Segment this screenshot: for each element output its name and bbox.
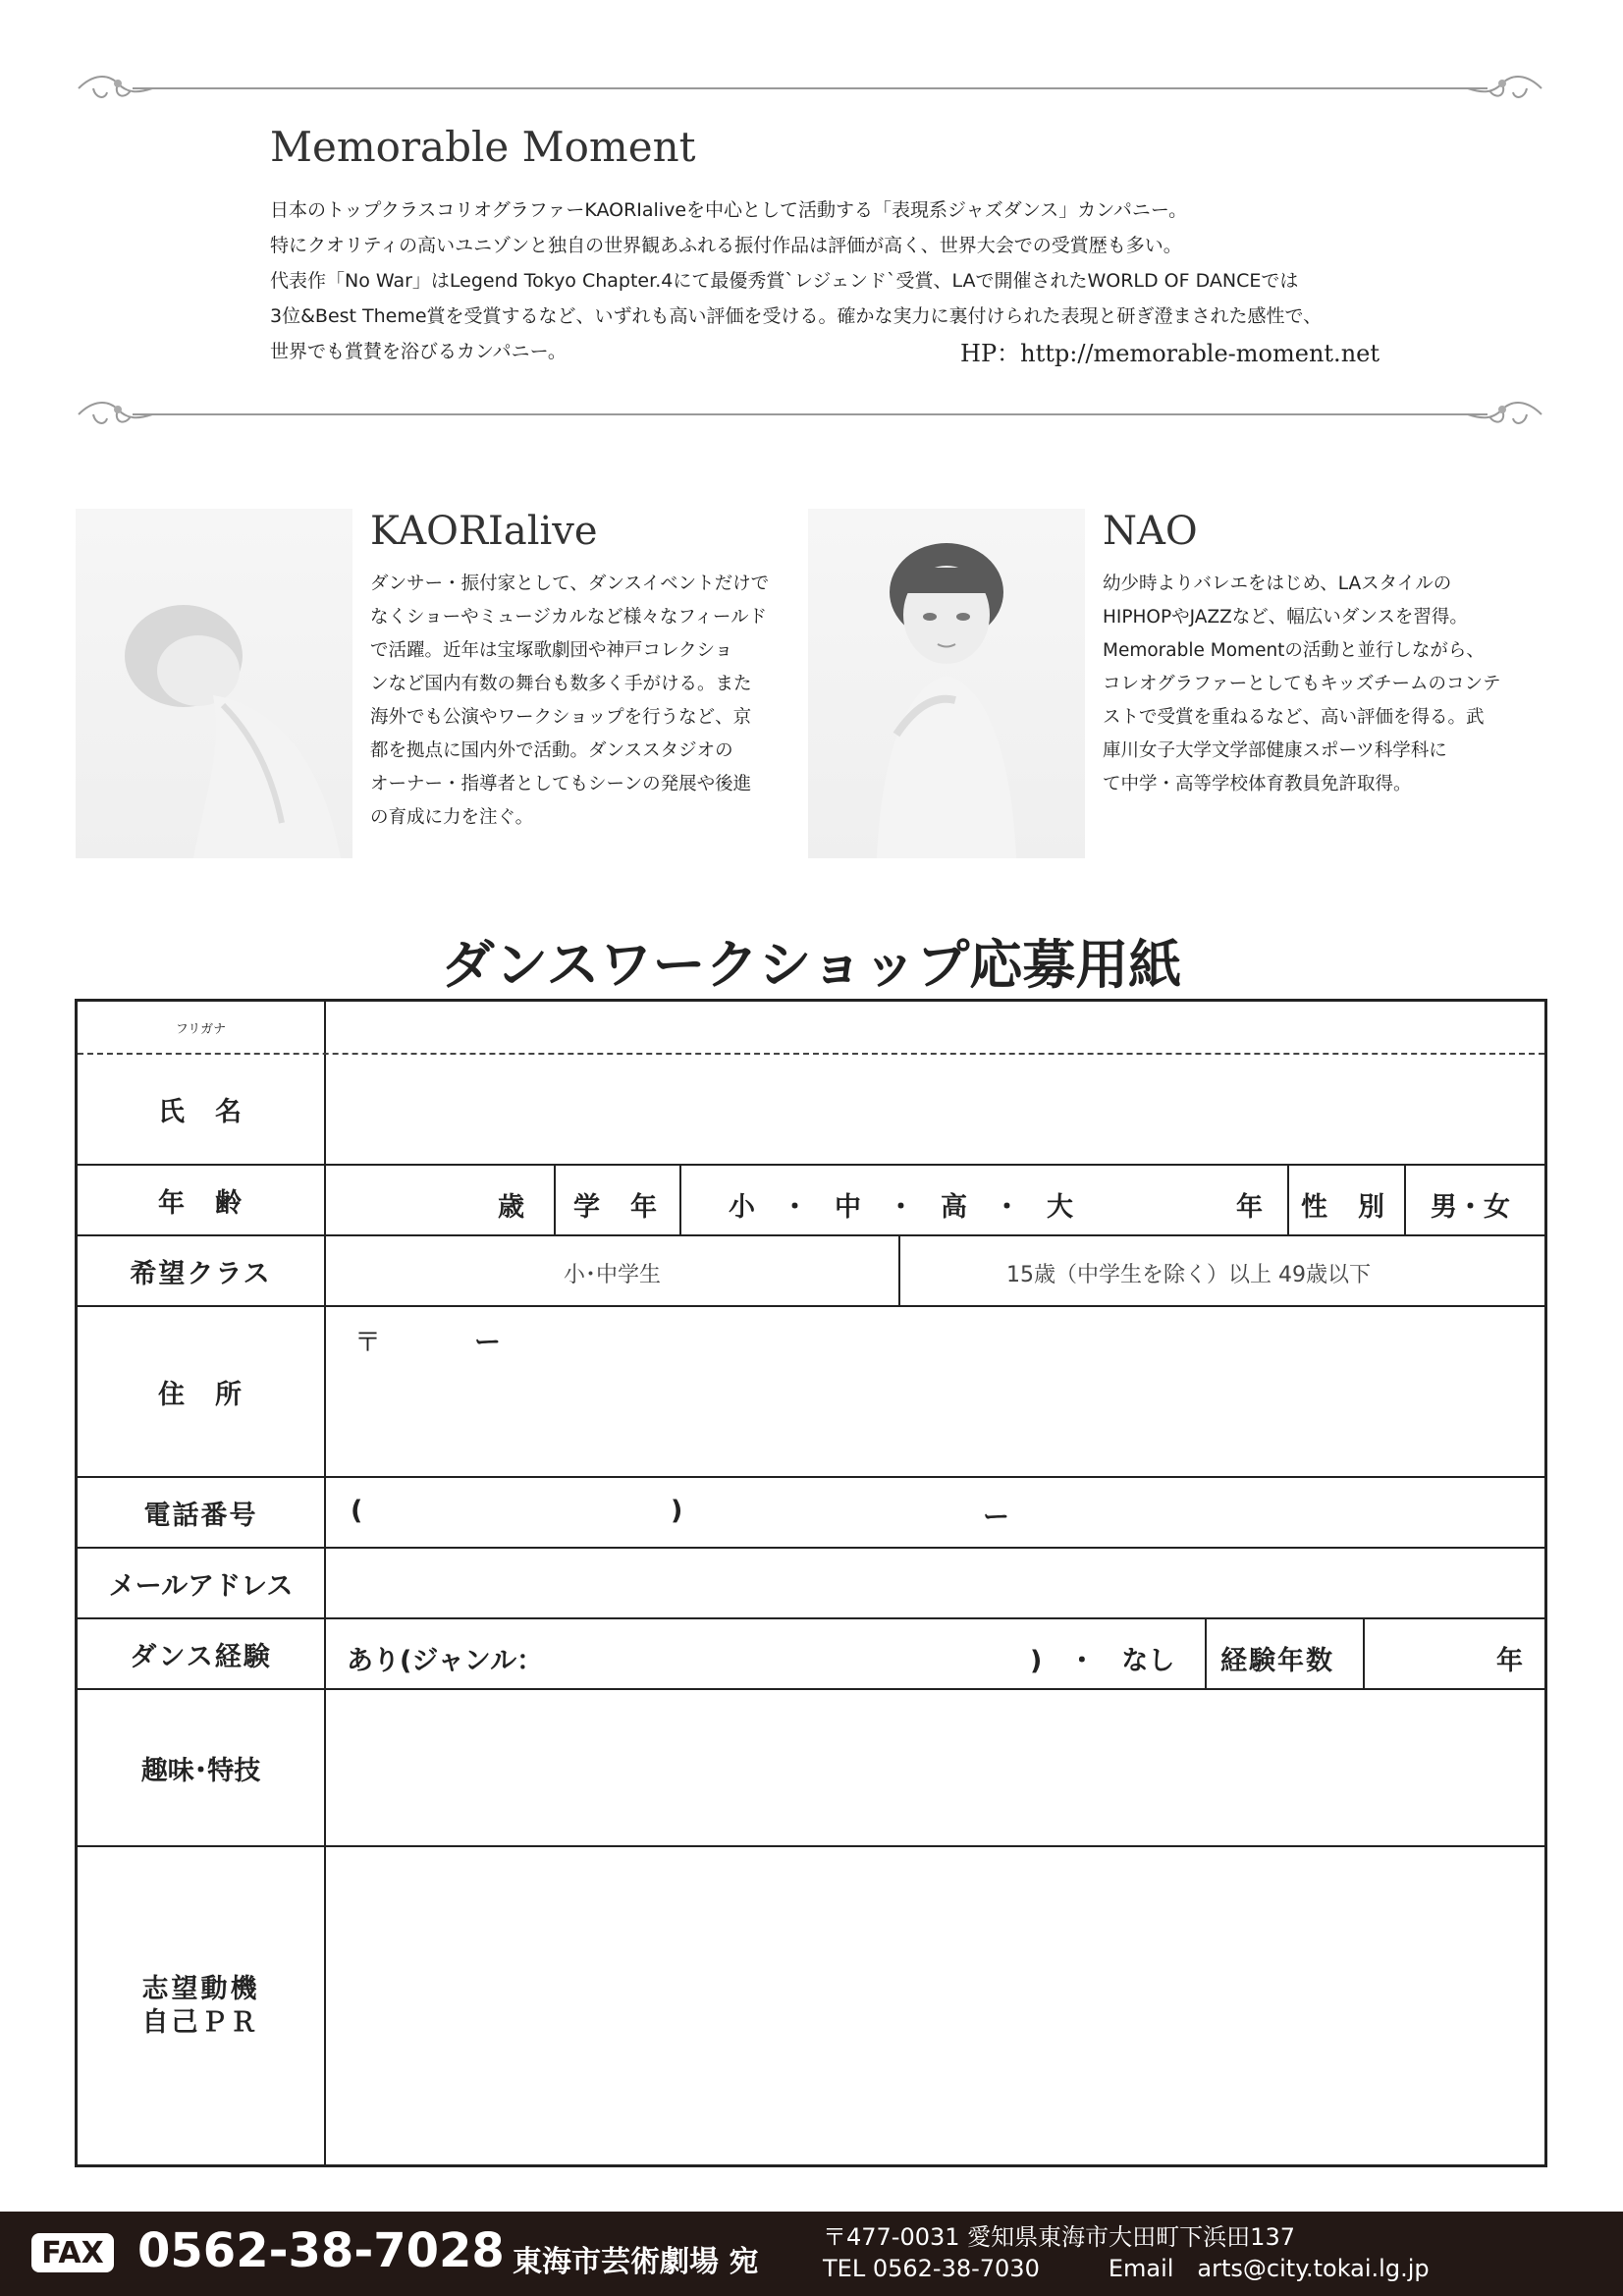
contact-info xyxy=(823,2221,1430,2284)
fax-recipient: 東海市芸術劇場 宛 xyxy=(513,2245,759,2279)
grade-label: 学 年 xyxy=(573,1192,659,1223)
profile-line: ダンサー・振付家として、ダンスイベントだけで xyxy=(370,574,770,594)
class-row xyxy=(78,1236,1544,1307)
age-unit: 歳 xyxy=(498,1192,524,1223)
gender-label: 性 別 xyxy=(1301,1192,1386,1223)
phone-label: 電話番号 xyxy=(78,1478,326,1547)
postal-mark: 〒 xyxy=(354,1328,381,1358)
tel-number: TEL 0562-38-7030 xyxy=(823,2255,1040,2282)
class-label: 希望クラス xyxy=(78,1236,326,1305)
phone-dash: ー xyxy=(983,1503,1009,1533)
phone-row xyxy=(78,1478,1544,1549)
age-label: 年 齢 xyxy=(78,1166,326,1234)
top-ornament-divider xyxy=(74,69,1546,108)
phone-open-paren: ( xyxy=(351,1496,363,1526)
postal-dash: ー xyxy=(474,1328,501,1358)
profile-line: オーナー・指導者としてもシーンの発展や後進 xyxy=(370,774,752,794)
profile-line: Memorable Momentの活動と並行しながら、 xyxy=(1103,640,1485,661)
profile-line: HIPHOPやJAZZなど、幅広いダンスを習得。 xyxy=(1103,607,1468,628)
profile-photo xyxy=(76,509,352,858)
phone-close-paren: ) xyxy=(671,1496,683,1526)
motive-label-line: 志望動機 xyxy=(141,1973,260,2004)
name-label-cell xyxy=(78,1002,326,1164)
motive-label-line: 自己ＰＲ xyxy=(141,2006,260,2038)
email-label: メールアドレス xyxy=(78,1549,326,1617)
email-row xyxy=(78,1549,1544,1619)
profile-name: NAO xyxy=(1103,509,1198,554)
intro-line: 日本のトップクラスコリオグラファーKAORIaliveを中心として活動する「表現系ジャズダンス」カンパニー。 xyxy=(270,199,1188,221)
motive-label xyxy=(78,1847,326,2164)
dancer-portrait-icon xyxy=(76,509,352,858)
profile-line: で活躍。近年は宝塚歌劇団や神戸コレクショ xyxy=(370,640,733,661)
intro-line: 特にクオリティの高いユニゾンと独自の世界観あふれる振付作品は評価が高く、世界大会での受賞歴も多い。 xyxy=(270,235,1182,256)
hobby-label: 趣味･特技 xyxy=(78,1690,326,1845)
address-row xyxy=(78,1307,1544,1478)
years-label: 経験年数 xyxy=(1220,1646,1334,1676)
profile-line: て中学・高等学校体育教員免許取得。 xyxy=(1103,774,1412,794)
grade-options[interactable]: 小 ・ 中 ・ 高 ・ 大 xyxy=(729,1192,1073,1223)
profile-line: コレオグラファーとしてもキッズチームのコンテ xyxy=(1103,674,1501,694)
age-row xyxy=(78,1166,1544,1236)
intro-line: 代表作「No War」はLegend Tokyo Chapter.4にて最優秀賞`レジェンド`受賞、LAで開催されたWORLD OF DANCEでは xyxy=(270,270,1299,292)
homepage-link[interactable]: HP：http://memorable-moment.net xyxy=(960,340,1380,367)
profile-line: 幼少時よりバレエをはじめ、LAスタイルの xyxy=(1103,574,1452,594)
years-unit: 年 xyxy=(1496,1646,1523,1676)
profile-name: KAORIalive xyxy=(370,509,598,554)
company-title: Memorable Moment xyxy=(270,123,696,171)
profile-line: ストで受賞を重ねるなど、高い評価を得る。武 xyxy=(1103,707,1485,728)
name-label: 氏 名 xyxy=(158,1096,243,1127)
dancer-portrait-icon xyxy=(808,509,1085,858)
experience-yes[interactable]: あり(ジャンル： xyxy=(347,1646,544,1676)
form-title: ダンスワークショップ応募用紙 xyxy=(441,933,1182,996)
gender-options[interactable]: 男・女 xyxy=(1431,1192,1510,1223)
motive-input[interactable] xyxy=(328,1847,1544,2164)
flourish-icon xyxy=(1458,69,1546,108)
flourish-icon xyxy=(74,69,162,108)
class-option-adult[interactable]: 15歳（中学生を除く）以上 49歳以下 xyxy=(1006,1263,1371,1287)
address-input[interactable] xyxy=(328,1307,1544,1476)
fax-number: 0562-38-7028 xyxy=(137,2223,505,2278)
company-intro xyxy=(270,123,1380,369)
experience-no[interactable]: ) ・ なし xyxy=(1030,1646,1175,1676)
furigana-input[interactable] xyxy=(328,1002,1544,1053)
bottom-ornament-divider xyxy=(74,395,1546,434)
phone-input[interactable] xyxy=(328,1478,1544,1547)
motive-row xyxy=(78,1847,1544,2164)
name-input[interactable] xyxy=(328,1055,1544,1166)
flourish-icon xyxy=(74,395,162,434)
profile-photo xyxy=(808,509,1085,858)
email-input[interactable] xyxy=(328,1549,1544,1617)
grade-unit: 年 xyxy=(1236,1192,1263,1223)
email-address[interactable]: Email arts@city.tokai.lg.jp xyxy=(1108,2255,1430,2282)
hobby-row xyxy=(78,1690,1544,1847)
intro-line: 3位&Best Theme賞を受賞するなど、いずれも高い評価を受ける。確かな実力に裏付けられた表現と研ぎ澄まされた感性で、 xyxy=(270,305,1323,327)
postal-address: 〒477-0031 愛知県東海市大田町下浜田137 xyxy=(823,2223,1295,2251)
profile-line: 都を拠点に国内外で活動。ダンススタジオの xyxy=(370,740,733,761)
fax-badge: FAX xyxy=(31,2233,114,2272)
class-option-junior[interactable]: 小･中学生 xyxy=(564,1263,662,1287)
intro-line: 世界でも賞賛を浴びるカンパニー。 xyxy=(270,341,567,362)
profile-line: ンなど国内有数の舞台も数多く手がける。また xyxy=(370,674,752,694)
experience-row xyxy=(78,1619,1544,1690)
name-row xyxy=(78,1002,1544,1166)
profile-line: 海外でも公演やワークショップを行うなど、京 xyxy=(370,707,752,728)
fax-footer xyxy=(0,2212,1623,2296)
application-form xyxy=(75,999,1547,2167)
profile-line: 庫川女子大学文学部健康スポーツ科学科に xyxy=(1103,740,1447,761)
furigana-label: フリガナ xyxy=(175,1022,227,1037)
hobby-input[interactable] xyxy=(328,1690,1544,1845)
address-label: 住 所 xyxy=(78,1307,326,1476)
profile-line: なくショーやミュージカルなど様々なフィールド xyxy=(370,607,768,628)
experience-label: ダンス経験 xyxy=(78,1619,326,1688)
flourish-icon xyxy=(1458,395,1546,434)
profile-line: の育成に力を注ぐ。 xyxy=(370,807,534,828)
